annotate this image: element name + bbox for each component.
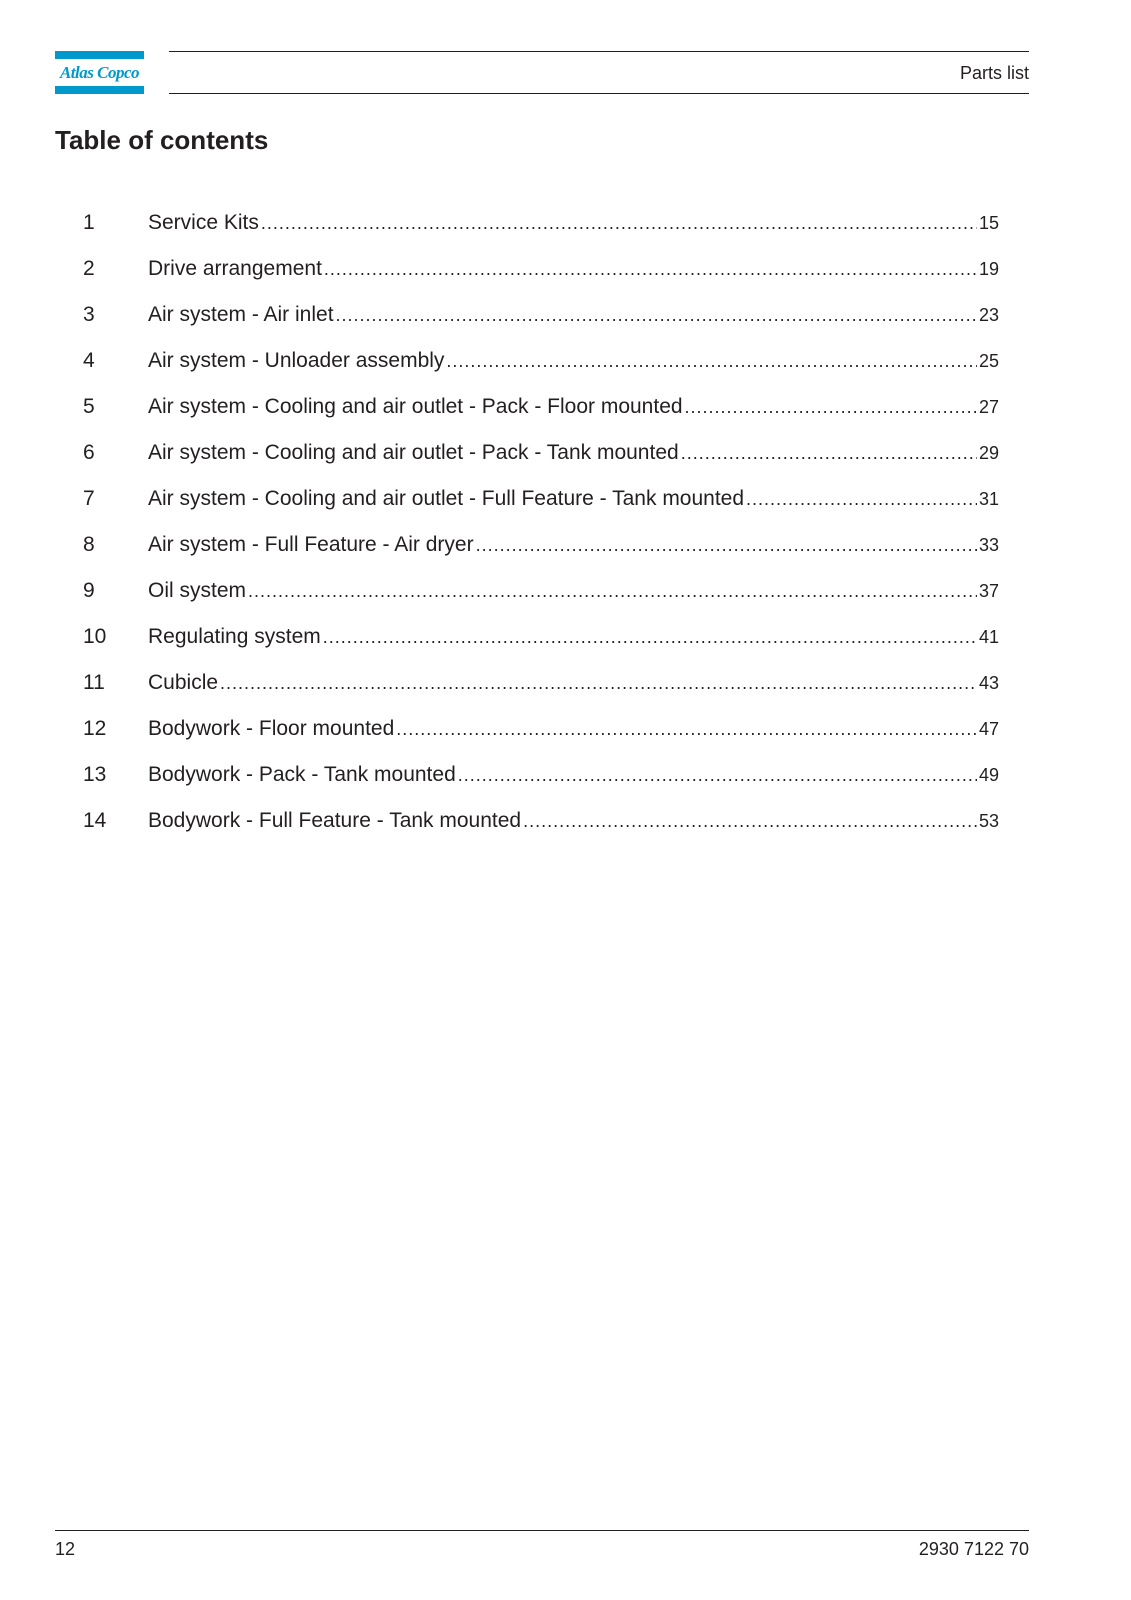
toc-page-number: 49 (978, 765, 999, 785)
toc-number: 9 (83, 579, 95, 602)
toc-title: Oil system (148, 579, 247, 602)
header-rule-top (169, 51, 1029, 52)
toc-dot-leader (324, 259, 977, 280)
document-number: 2930 7122 70 (918, 1539, 1029, 1559)
toc-number: 13 (83, 763, 107, 786)
toc-page-number: 27 (978, 397, 999, 417)
toc-page-number: 41 (978, 627, 999, 647)
toc-number: 12 (83, 717, 107, 740)
toc-number: 8 (83, 533, 95, 556)
toc-title: Bodywork - Full Feature - Tank mounted (148, 809, 522, 832)
footer-rule (55, 1530, 1029, 1531)
toc-number: 6 (83, 441, 95, 464)
toc-page-number: 29 (978, 443, 999, 463)
toc-dot-leader (220, 673, 977, 694)
toc-number: 5 (83, 395, 95, 418)
toc-title: Air system - Air inlet (148, 303, 334, 326)
toc-dot-leader (248, 581, 977, 602)
toc-title: Cubicle (148, 671, 219, 694)
page-number: 12 (55, 1539, 76, 1559)
document-title: Parts list (959, 63, 1029, 83)
toc-dot-leader (261, 213, 977, 234)
toc-number: 11 (83, 671, 105, 694)
toc-title: Air system - Unloader assembly (148, 349, 445, 372)
logo-text: Atlas Copco (59, 63, 140, 82)
toc-entry[interactable] (83, 487, 999, 533)
toc-entry[interactable] (83, 579, 999, 625)
toc-title: Bodywork - Floor mounted (148, 717, 395, 740)
toc-title: Bodywork - Pack - Tank mounted (148, 763, 456, 786)
toc-page-number: 15 (978, 213, 999, 233)
toc-entry[interactable] (83, 809, 999, 855)
toc-dot-leader (746, 489, 977, 510)
toc-entry[interactable] (83, 533, 999, 579)
toc-number: 7 (83, 487, 95, 510)
toc-page-number: 19 (978, 259, 999, 279)
toc-entry[interactable] (83, 395, 999, 441)
toc-page-number: 53 (978, 811, 999, 831)
atlas-copco-logo (55, 51, 144, 94)
toc-page-number: 43 (978, 673, 999, 693)
toc-entry[interactable] (83, 349, 999, 395)
toc-entry[interactable] (83, 717, 999, 763)
toc-dot-leader (446, 351, 977, 372)
toc-page-number: 23 (978, 305, 999, 325)
table-of-contents (83, 211, 999, 855)
toc-title: Air system - Cooling and air outlet - Pack - Tank mounted (148, 441, 679, 464)
logo-bottom-bar (55, 86, 144, 94)
toc-title: Service Kits (148, 211, 259, 234)
toc-dot-leader (458, 765, 977, 786)
toc-number: 10 (83, 625, 107, 648)
toc-page-number: 31 (978, 489, 999, 509)
toc-title: Regulating system (148, 625, 321, 648)
page-heading: Table of contents (55, 125, 269, 155)
toc-entry[interactable] (83, 303, 999, 349)
toc-number: 1 (83, 211, 95, 234)
toc-entry[interactable] (83, 625, 999, 671)
toc-title: Drive arrangement (148, 257, 322, 280)
toc-entry[interactable] (83, 671, 999, 717)
toc-dot-leader (476, 535, 977, 556)
toc-number: 2 (83, 257, 95, 280)
toc-page-number: 33 (978, 535, 999, 555)
toc-page-number: 25 (978, 351, 999, 371)
logo-top-bar (55, 51, 144, 59)
toc-title: Air system - Cooling and air outlet - Full Feature - Tank mounted (148, 487, 745, 510)
toc-title: Air system - Cooling and air outlet - Pack - Floor mounted (148, 395, 683, 418)
toc-dot-leader (323, 627, 977, 648)
toc-number: 3 (83, 303, 95, 326)
toc-number: 4 (83, 349, 95, 372)
toc-dot-leader (685, 397, 977, 418)
header-rule-bottom (169, 93, 1029, 94)
toc-dot-leader (523, 811, 977, 832)
toc-entry[interactable] (83, 441, 999, 487)
toc-page-number: 37 (978, 581, 999, 601)
toc-entry[interactable] (83, 763, 999, 809)
toc-dot-leader (681, 443, 977, 464)
toc-dot-leader (396, 719, 977, 740)
toc-entry[interactable] (83, 257, 999, 303)
toc-title: Air system - Full Feature - Air dryer (148, 533, 474, 556)
toc-dot-leader (336, 305, 977, 326)
toc-entry[interactable] (83, 211, 999, 257)
toc-number: 14 (83, 809, 107, 832)
toc-page-number: 47 (978, 719, 999, 739)
